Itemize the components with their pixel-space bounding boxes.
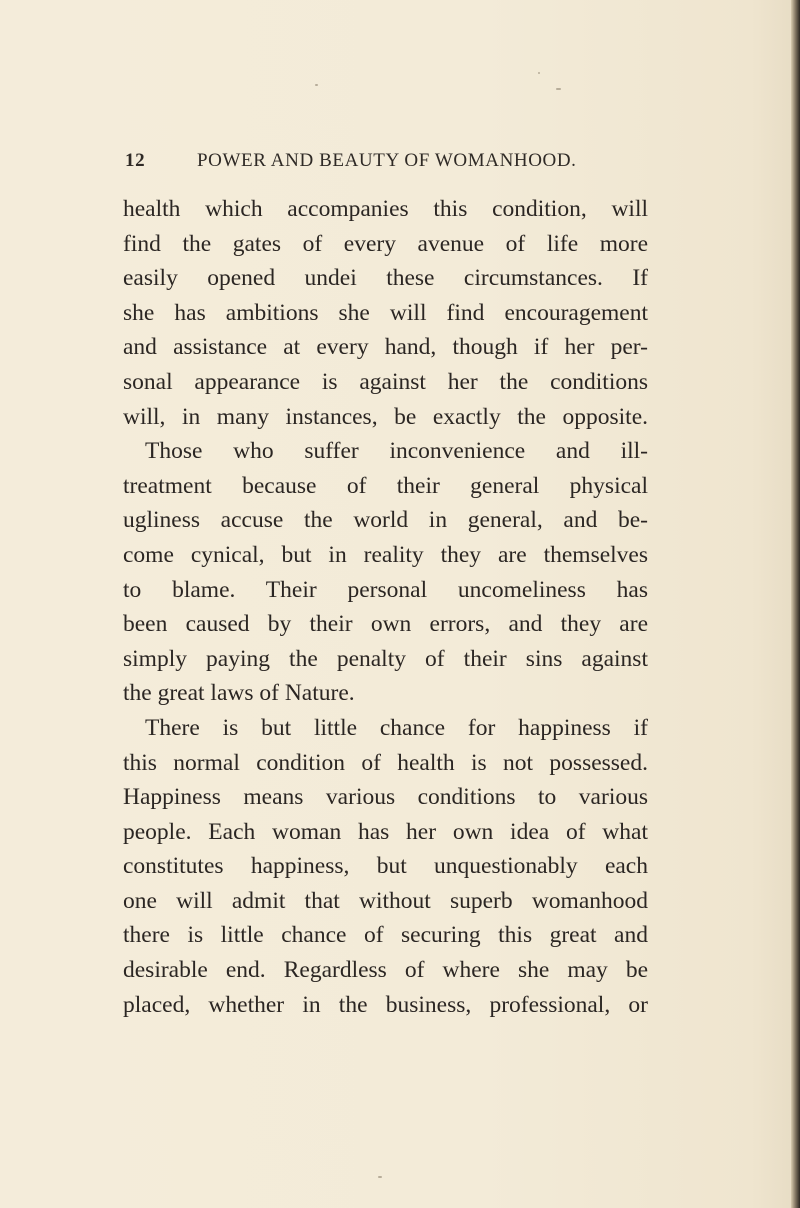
paper-speck — [315, 84, 318, 86]
text-line: she has ambitions she will find encouragement — [123, 299, 648, 326]
text-line: health which accompanies this condition, will — [123, 196, 648, 222]
text-line: Happiness means various conditions to various — [123, 784, 648, 811]
text-line: will, in many instances, be exactly the opposite. — [123, 403, 648, 430]
text-line: this normal condition of health is not possessed. — [123, 749, 648, 776]
page-number: 12 — [125, 150, 146, 171]
paragraph-last-line: the great laws of Nature. — [123, 680, 355, 707]
text-line: come cynical, but in reality they are themselves — [123, 541, 648, 568]
paragraph-first-line: Those who suffer inconvenience and ill- — [145, 438, 648, 465]
running-header — [125, 150, 625, 176]
text-line: find the gates of every avenue of life more — [123, 230, 648, 257]
text-line: treatment because of their general physical — [123, 472, 648, 499]
running-title: POWER AND BEAUTY OF WOMANHOOD. — [197, 150, 577, 171]
text-line: simply paying the penalty of their sins against — [123, 645, 648, 672]
paragraph-first-line: There is but little chance for happiness if — [145, 714, 648, 741]
text-line: there is little chance of securing this great and — [123, 922, 648, 949]
text-line: been caused by their own errors, and they are — [123, 611, 648, 638]
paper-speck — [538, 72, 540, 74]
page-edge-shadow — [791, 0, 800, 1208]
text-line: constitutes happiness, but unquestionably each — [123, 853, 648, 880]
body-text — [123, 192, 648, 1022]
text-line: ugliness accuse the world in general, and be- — [123, 507, 648, 534]
text-line: placed, whether in the business, professional, or — [123, 991, 648, 1018]
text-line: people. Each woman has her own idea of what — [123, 818, 648, 845]
paper-speck — [556, 88, 561, 90]
text-line: desirable end. Regardless of where she may be — [123, 957, 648, 984]
paper-speck — [378, 1176, 382, 1178]
text-line: and assistance at every hand, though if her per- — [123, 334, 648, 361]
text-line: to blame. Their personal uncomeliness has — [123, 576, 648, 603]
text-line: sonal appearance is against her the conditions — [123, 368, 648, 395]
text-line: one will admit that without superb womanhood — [123, 887, 648, 914]
text-line: easily opened undei these circumstances. If — [123, 265, 648, 292]
